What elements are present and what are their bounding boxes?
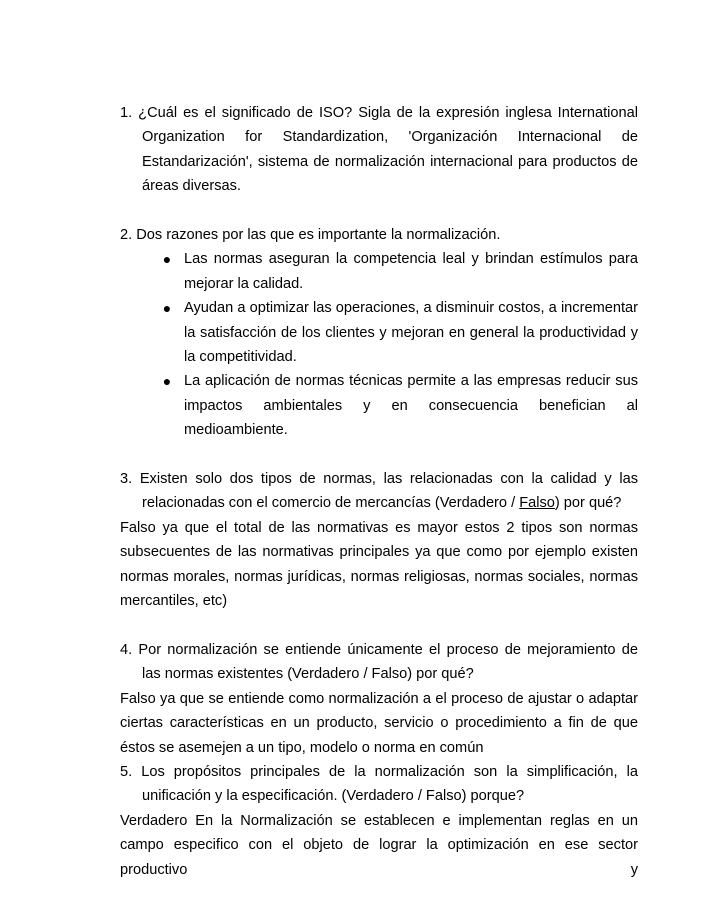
list-item — [120, 369, 638, 442]
spacer — [120, 443, 638, 467]
list-item-text: La aplicación de normas técnicas permite a las empresas reducir sus impactos ambientales y en consecuencia benefician al medioambiente. — [184, 373, 638, 439]
bullet-icon: ● — [162, 373, 172, 390]
question-3-text: 3. Existen solo dos tipos de normas, las relacionadas con la calidad y las relacionadas con el comercio de mercancías (Verdadero / — [120, 471, 638, 512]
question-3 — [120, 467, 638, 516]
selected-answer-false: Falso — [519, 495, 555, 512]
question-5: 5. Los propósitos principales de la normalización son la simplificación, la unificación y la especificación. (Verdadero / Falso) porque? — [120, 763, 638, 805]
question-1: 1. ¿Cuál es el significado de ISO? Sigla de la expresión inglesa International Organization for Standardization, 'Organización Internacional de Estandarización', sistema de normalización internacional para productos de áreas diversas. — [120, 105, 638, 195]
question-2: 2. Dos razones por las que es importante la normalización. — [120, 227, 501, 244]
list-item-text: Ayudan a optimizar las operaciones, a disminuir costos, a incrementar la satisfacción de los clientes y mejoran en general la productividad y la competitividad. — [184, 300, 638, 366]
spacer — [120, 199, 638, 223]
bullet-list — [120, 247, 638, 442]
spacer — [120, 614, 638, 638]
bullet-icon: ● — [162, 300, 172, 317]
list-item-text: Las normas aseguran la competencia leal y brindan estímulos para mejorar la calidad. — [184, 251, 638, 292]
answer-3: Falso ya que el total de las normativas es mayor estos 2 tipos son normas subsecuentes de las normativas principales ya que como por ejemplo existen normas morales, normas jurídicas, normas religiosas, normas sociales, normas mercantiles, etc) — [120, 519, 638, 610]
question-4: 4. Por normalización se entiende únicamente el proceso de mejoramiento de las normas existentes (Verdadero / Falso) por qué? — [120, 641, 638, 683]
answer-4: Falso ya que se entiende como normalización a el proceso de ajustar o adaptar ciertas características en un producto, servicio o procedimiento a fin de que éstos se asemejen a un tipo, modelo o norma en común — [120, 690, 638, 756]
list-item — [120, 247, 638, 296]
answer-5: Verdadero En la Normalización se establecen e implementan reglas en un campo especifico con el objeto de lograr la optimización en ese sector productivo y — [120, 812, 638, 878]
bullet-icon: ● — [162, 251, 172, 268]
document-page — [120, 101, 638, 882]
list-item — [120, 296, 638, 369]
question-3-suffix: ) por qué? — [554, 495, 622, 512]
